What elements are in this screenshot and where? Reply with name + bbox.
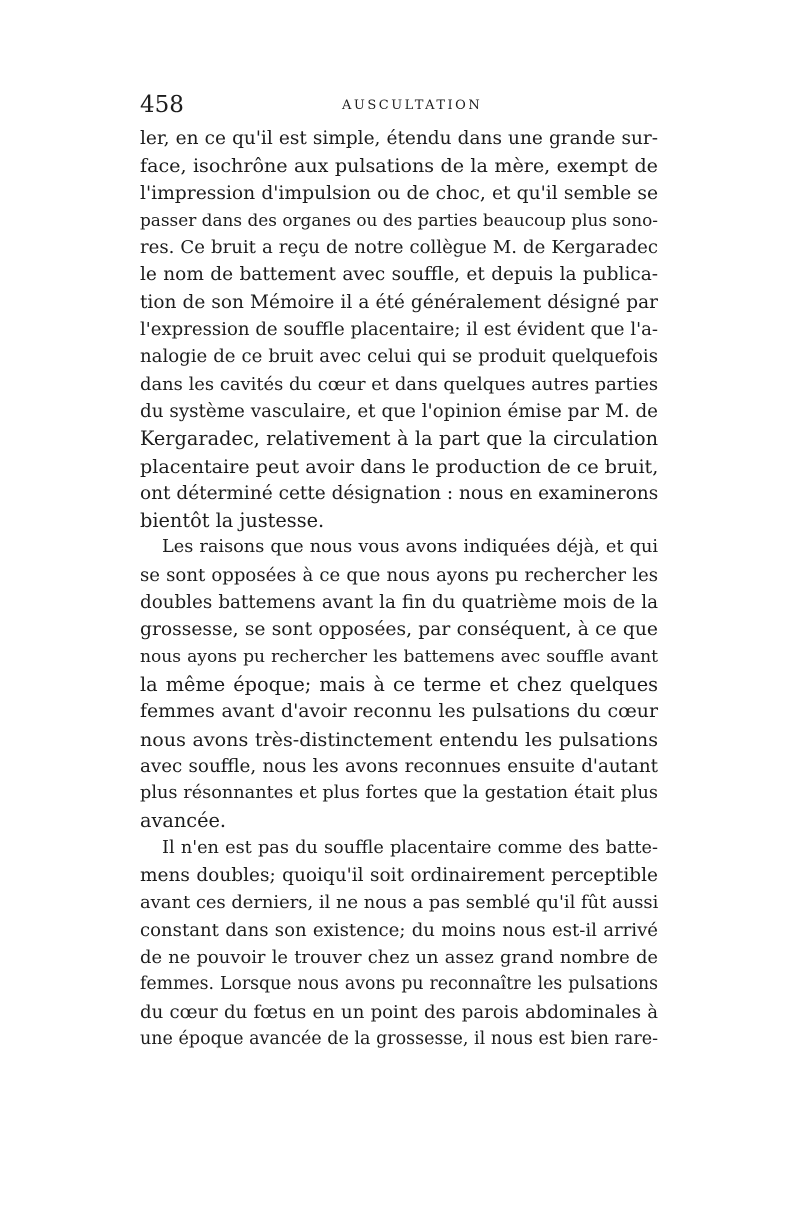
text-line: placentaire peut avoir dans le production de ce bruit, (140, 454, 659, 478)
text-line: se sont opposées à ce que nous ayons pu rechercher les (140, 564, 658, 586)
text-line: de ne pouvoir le trouver chez un assez grand nombre de (140, 946, 658, 968)
text-line: femmes avant d'avoir reconnu les pulsations du cœur (140, 700, 658, 723)
running-title: AUSCULTATION (342, 98, 483, 113)
text-line: ler, en ce qu'il est simple, étendu dans une grande sur- (140, 128, 658, 149)
text-line: bientôt la justesse. (140, 509, 325, 533)
text-line: constant dans son existence; du moins nous est-il arrivé (140, 919, 658, 941)
page-number: 458 (140, 92, 184, 118)
text-line: avec souffle, nous les avons reconnues ensuite d'autant (140, 755, 658, 777)
text-line: mens doubles; quoiqu'il soit ordinairement perceptible (140, 865, 658, 887)
text-line: face, isochrône aux pulsations de la mère, exempt de (140, 154, 658, 178)
text-line: plus résonnantes et plus fortes que la gestation était plus (140, 783, 658, 804)
text-line: l'expression de souffle placentaire; il est évident que l'a- (140, 319, 658, 341)
text-line: res. Ce bruit a reçu de notre collègue M. de Kergaradec (140, 237, 658, 259)
text-line: du cœur du fœtus en un point des parois abdominales à (140, 1001, 658, 1023)
running-head (140, 92, 660, 122)
text-line: avant ces derniers, il ne nous a pas semblé qu'il fût aussi (140, 892, 659, 914)
text-line: grossesse, se sont opposées, par conséquent, à ce que (140, 619, 658, 641)
text-line: femmes. Lorsque nous avons pu reconnaître les pulsations (140, 974, 658, 995)
text-line: le nom de battement avec souffle, et depuis la publica- (140, 264, 658, 286)
text-line: Il n'en est pas du souffle placentaire comme des batte- (162, 837, 658, 858)
text-line: avancée. (140, 809, 227, 833)
text-line: Les raisons que nous vous avons indiquées déjà, et qui (162, 537, 658, 558)
text-line: l'impression d'impulsion ou de choc, et qu'il semble se (140, 182, 658, 204)
text-line: nalogie de ce bruit avec celui qui se produit quelquefois (140, 346, 658, 368)
text-line: dans les cavités du cœur et dans quelques autres parties (140, 373, 658, 395)
body-text (140, 125, 658, 1053)
text-line: passer dans des organes ou des parties beaucoup plus sono- (140, 209, 658, 230)
text-line: une époque avancée de la grossesse, il nous est bien rare- (140, 1028, 658, 1049)
text-line: Kergaradec, relativement à la part que la circulation (140, 427, 658, 451)
text-line: ont déterminé cette désignation : nous en examinerons (140, 482, 659, 504)
text-line: nous avons très-distinctement entendu les pulsations (140, 727, 658, 751)
text-line: doubles battemens avant la fin du quatrième mois de la (140, 592, 658, 614)
text-line: du système vasculaire, et que l'opinion émise par M. de (140, 400, 658, 422)
text-line: la même époque; mais à ce terme et chez quelques (140, 672, 658, 696)
text-line: tion de son Mémoire il a été généralement désigné par (140, 291, 658, 313)
text-line: nous ayons pu rechercher les battemens avec souffle avant (140, 646, 658, 667)
